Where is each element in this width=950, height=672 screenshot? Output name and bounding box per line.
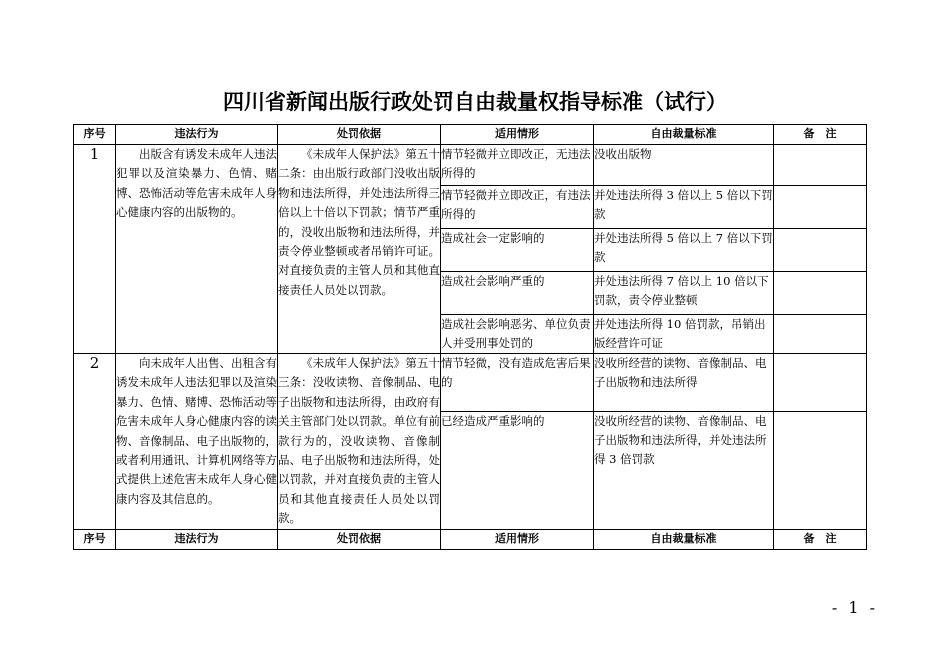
violation-behavior: 出版含有诱发未成年人违法犯罪以及渲染暴力、色情、赌博、恐怖活动等危害未成年人身心健康内容的出版物的。 bbox=[116, 145, 278, 354]
situation-cell: 情节轻微并立即改正，无违法所得的 bbox=[441, 145, 594, 186]
header-note: 备 注 bbox=[774, 125, 867, 145]
table-footer-header-row bbox=[74, 529, 867, 549]
situation-cell: 已经造成严重影响的 bbox=[441, 411, 594, 529]
header-no: 序号 bbox=[74, 125, 116, 145]
note-cell bbox=[774, 354, 867, 412]
standard-cell: 并处违法所得 7 倍以上 10 倍以下罚款，责令停业整顿 bbox=[594, 272, 774, 315]
note-cell bbox=[774, 229, 867, 272]
row-number: 1 bbox=[74, 145, 116, 354]
violation-behavior: 向未成年人出售、出租含有诱发未成年人违法犯罪以及渲染暴力、色情、赌博、恐怖活动等危害未成年人身心健康内容的读物、音像制品、电子出版物的，或者利用通讯、计算机网络等方式提供上述危害未成年人身心健康内容及其信息的。 bbox=[116, 354, 278, 530]
penalty-standard-table bbox=[73, 124, 867, 550]
penalty-basis: 《未成年人保护法》第五十三条：没收读物、音像制品、电子出版物和违法所得，由政府有关主管部门处以罚款。单位有前款行为的，没收读物、音像制品、电子出版物和违法所得，处以罚款，并对直接负责的主管人员和其他直接责任人员处以罚款。 bbox=[278, 354, 441, 530]
note-cell bbox=[774, 411, 867, 529]
note-cell bbox=[774, 315, 867, 354]
header-behavior: 违法行为 bbox=[116, 529, 278, 549]
header-no: 序号 bbox=[74, 529, 116, 549]
header-situation: 适用情形 bbox=[441, 529, 594, 549]
header-behavior: 违法行为 bbox=[116, 125, 278, 145]
note-cell bbox=[774, 186, 867, 229]
header-situation: 适用情形 bbox=[441, 125, 594, 145]
header-basis: 处罚依据 bbox=[278, 125, 441, 145]
situation-cell: 造成社会影响恶劣、单位负责人并受刑事处罚的 bbox=[441, 315, 594, 354]
standard-cell: 并处违法所得 10 倍罚款，吊销出版经营许可证 bbox=[594, 315, 774, 354]
page-number: - 1 - bbox=[831, 598, 878, 617]
header-note: 备 注 bbox=[774, 529, 867, 549]
header-standard: 自由裁量标准 bbox=[594, 529, 774, 549]
note-cell bbox=[774, 272, 867, 315]
situation-cell: 造成社会一定影响的 bbox=[441, 229, 594, 272]
note-cell bbox=[774, 145, 867, 186]
standard-cell: 没收所经营的读物、音像制品、电子出版物和违法所得 bbox=[594, 354, 774, 412]
standard-cell: 没收出版物 bbox=[594, 145, 774, 186]
table-header-row bbox=[74, 125, 867, 145]
situation-cell: 造成社会影响严重的 bbox=[441, 272, 594, 315]
situation-cell: 情节轻微并立即改正，有违法所得的 bbox=[441, 186, 594, 229]
penalty-basis: 《未成年人保护法》第五十二条：由出版行政部门没收出版物和违法所得，并处违法所得三倍以上十倍以下罚款；情节严重的，没收出版物和违法所得，并责令停业整顿或者吊销许可证。对直接负责的主管人员和其他直接责任人员处以罚款。 bbox=[278, 145, 441, 354]
row-number: 2 bbox=[74, 354, 116, 530]
header-standard: 自由裁量标准 bbox=[594, 125, 774, 145]
standard-cell: 并处违法所得 5 倍以上 7 倍以下罚款 bbox=[594, 229, 774, 272]
table-row bbox=[74, 354, 867, 412]
standard-cell: 并处违法所得 3 倍以上 5 倍以下罚款 bbox=[594, 186, 774, 229]
document-title: 四川省新闻出版行政处罚自由裁量权指导标准（试行） bbox=[223, 90, 727, 114]
situation-cell: 情节轻微，没有造成危害后果的 bbox=[441, 354, 594, 412]
table-row bbox=[74, 145, 867, 186]
standard-cell: 没收所经营的读物、音像制品、电子出版物和违法所得，并处违法所得 3 倍罚款 bbox=[594, 411, 774, 529]
header-basis: 处罚依据 bbox=[278, 529, 441, 549]
